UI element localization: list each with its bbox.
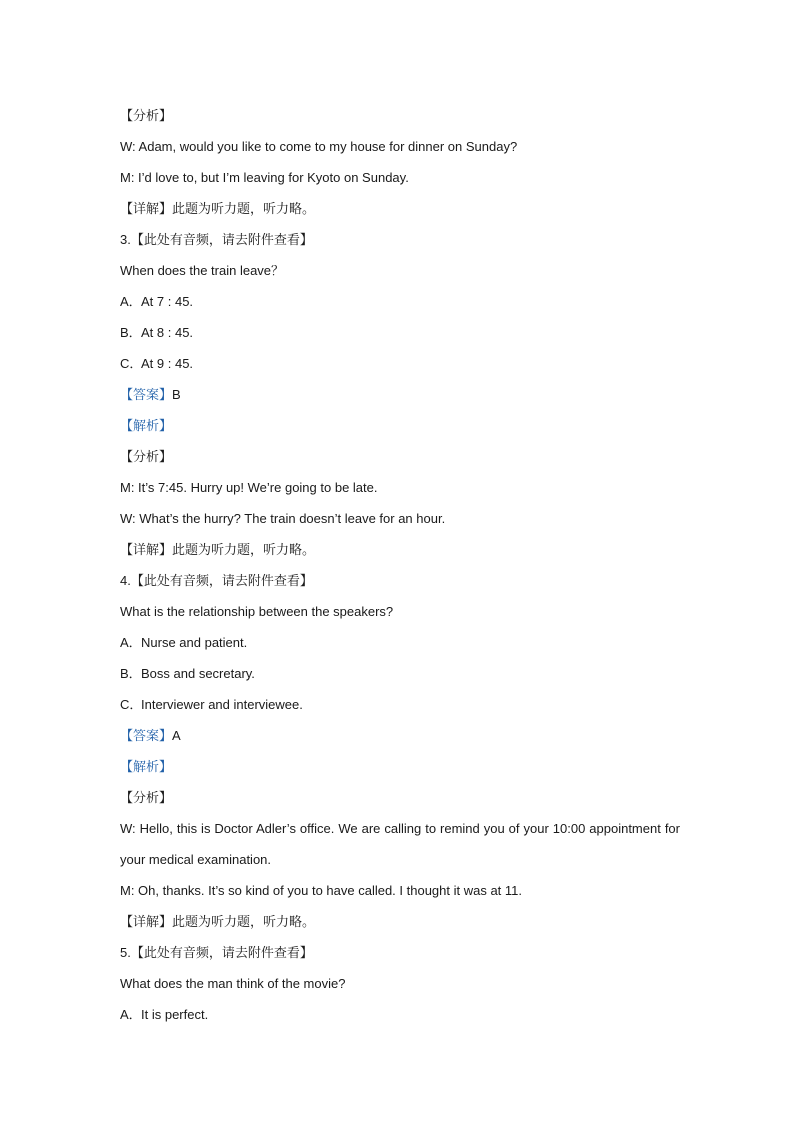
q3-option-b [120, 317, 680, 348]
q4-explain-tag: 【解析】 [120, 759, 173, 774]
q3-option-b-letter: B． [120, 325, 142, 340]
q4-option-a-letter: A． [120, 635, 142, 650]
q4-option-a [120, 627, 680, 658]
q5-option-a-text: It is perfect. [141, 1007, 209, 1022]
q3-option-a-letter: A． [120, 294, 142, 309]
q2-transcript-line-2: M: I’d love to, but I’m leaving for Kyoto on Sunday. [120, 170, 409, 185]
q3-option-a-text: At 7 : 45. [141, 294, 194, 309]
q3-option-a [120, 286, 680, 317]
document-page [120, 100, 680, 1030]
q4-answer-value: A [172, 728, 181, 743]
q3-option-c-text: At 9 : 45. [141, 356, 194, 371]
q4-transcript-line-2: M: Oh, thanks. It’s so kind of you to have called. I thought it was at 11. [120, 883, 523, 898]
q4-option-c [120, 689, 680, 720]
q4-analysis-tag: 【分析】 [120, 790, 173, 805]
q4-option-c-letter: C． [120, 697, 143, 712]
q4-heading: 4.【此处有音频，请去附件查看】 [120, 573, 313, 588]
q3-option-b-text: At 8 : 45. [141, 325, 194, 340]
q4-option-b [120, 658, 680, 689]
q2-detail: 【详解】此题为听力题，听力略。 [120, 201, 316, 216]
q3-option-c-letter: C． [120, 356, 143, 371]
q4-transcript-line-1: W: Hello, this is Doctor Adler’s office. We are calling to remind you of your 10:00 appointment for your medical examination. [120, 821, 680, 867]
q4-option-b-text: Boss and secretary. [141, 666, 255, 681]
q3-answer-value: B [172, 387, 181, 402]
q5-option-a [120, 999, 680, 1030]
q2-analysis-tag: 【分析】 [120, 108, 173, 123]
q4-detail: 【详解】此题为听力题，听力略。 [120, 914, 316, 929]
q3-analysis-tag: 【分析】 [120, 449, 173, 464]
q4-answer-tag: 【答案】 [120, 728, 173, 743]
q3-explain-tag: 【解析】 [120, 418, 173, 433]
q4-option-a-text: Nurse and patient. [141, 635, 248, 650]
q3-answer [120, 379, 680, 410]
q4-option-b-letter: B． [120, 666, 142, 681]
q4-answer [120, 720, 680, 751]
q4-question: What is the relationship between the speakers? [120, 604, 394, 619]
q3-option-c [120, 348, 680, 379]
q3-transcript-line-2: W: What’s the hurry? The train doesn’t leave for an hour. [120, 511, 446, 526]
q2-transcript-line-1: W: Adam, would you like to come to my house for dinner on Sunday? [120, 139, 518, 154]
q3-question: When does the train leave？ [120, 263, 285, 278]
q4-option-c-text: Interviewer and interviewee. [141, 697, 303, 712]
q3-heading: 3.【此处有音频，请去附件查看】 [120, 232, 313, 247]
q3-transcript-line-1: M: It’s 7:45. Hurry up! We’re going to be late. [120, 480, 378, 495]
q5-option-a-letter: A． [120, 1007, 142, 1022]
q3-answer-tag: 【答案】 [120, 387, 173, 402]
q5-heading: 5.【此处有音频，请去附件查看】 [120, 945, 313, 960]
q3-detail: 【详解】此题为听力题，听力略。 [120, 542, 316, 557]
q5-question: What does the man think of the movie? [120, 976, 346, 991]
